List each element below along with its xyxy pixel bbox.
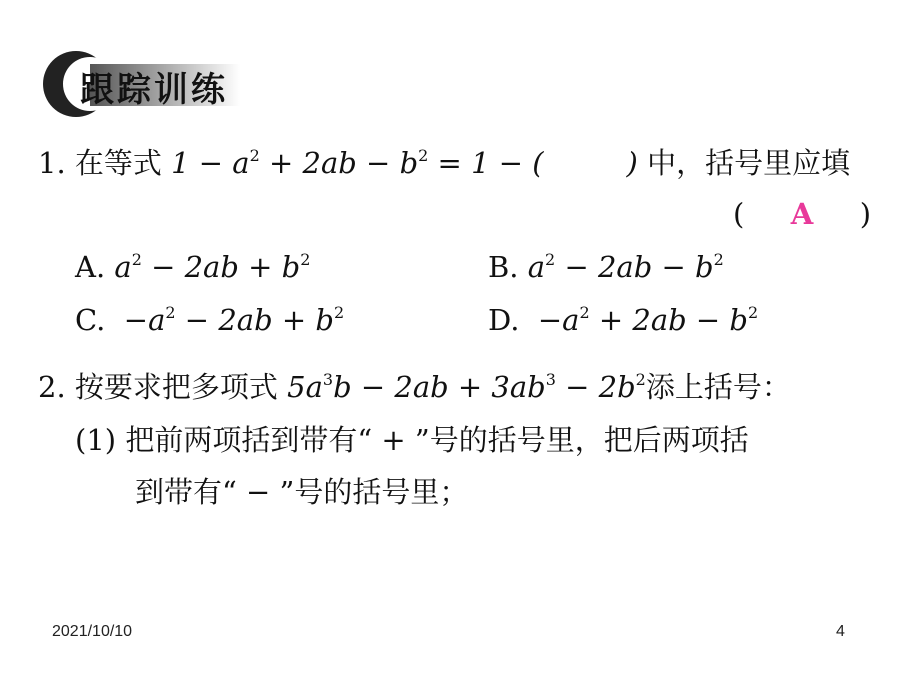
footer-date: 2021/10/10 xyxy=(52,623,133,640)
q1-number: 1. xyxy=(38,146,66,180)
q1-prefix: 在等式 xyxy=(74,146,162,180)
option-expr: $a^2 - 2ab - b^2$ xyxy=(527,250,724,284)
option-expr: $-a^2 + 2ab - b^2$ xyxy=(528,303,759,337)
q1-option-c xyxy=(75,305,344,335)
option-label: C. xyxy=(75,303,106,337)
q1-answer: A xyxy=(790,197,814,231)
q2-sub1-continuation xyxy=(135,475,469,509)
q1-suffix: 中，括号里应填 xyxy=(647,146,851,180)
option-label: B. xyxy=(488,250,519,284)
option-label: D. xyxy=(488,303,520,337)
q1-answer-box xyxy=(733,197,872,231)
q1-option-d xyxy=(488,305,758,335)
q1-answer-open: ( xyxy=(733,197,745,231)
question-2 xyxy=(38,372,791,402)
q2-polynomial: $5a^3b - 2ab + 3ab^3 - 2b^2$ xyxy=(287,370,646,404)
q2-number: 2. xyxy=(38,370,66,404)
footer-page-number: 4 xyxy=(836,623,845,640)
option-expr: $-a^2 - 2ab + b^2$ xyxy=(114,303,345,337)
q1-option-a xyxy=(75,252,310,282)
q2-sub1-line2: 到带有“ − ”号的括号里； xyxy=(135,475,469,509)
q1-answer-close: ) xyxy=(859,197,872,231)
section-title: 跟踪训练 xyxy=(80,70,228,110)
q1-equation: $1 - a^2 + 2ab - b^2 = 1$ − ( ) xyxy=(171,146,648,180)
option-label: A. xyxy=(75,250,106,284)
q2-text-a: 按要求把多项式 xyxy=(74,370,278,404)
q2-sub1-line1: 把前两项括到带有“ + ”号的括号里，把后两项括 xyxy=(125,423,749,457)
question-1 xyxy=(38,148,850,178)
q2-sub1-label: (1) xyxy=(75,423,117,457)
q1-option-b xyxy=(488,252,724,282)
option-expr: $a^2 - 2ab + b^2$ xyxy=(114,250,311,284)
q2-subquestion-1 xyxy=(75,423,749,457)
q2-text-b: 添上括号： xyxy=(645,370,791,404)
